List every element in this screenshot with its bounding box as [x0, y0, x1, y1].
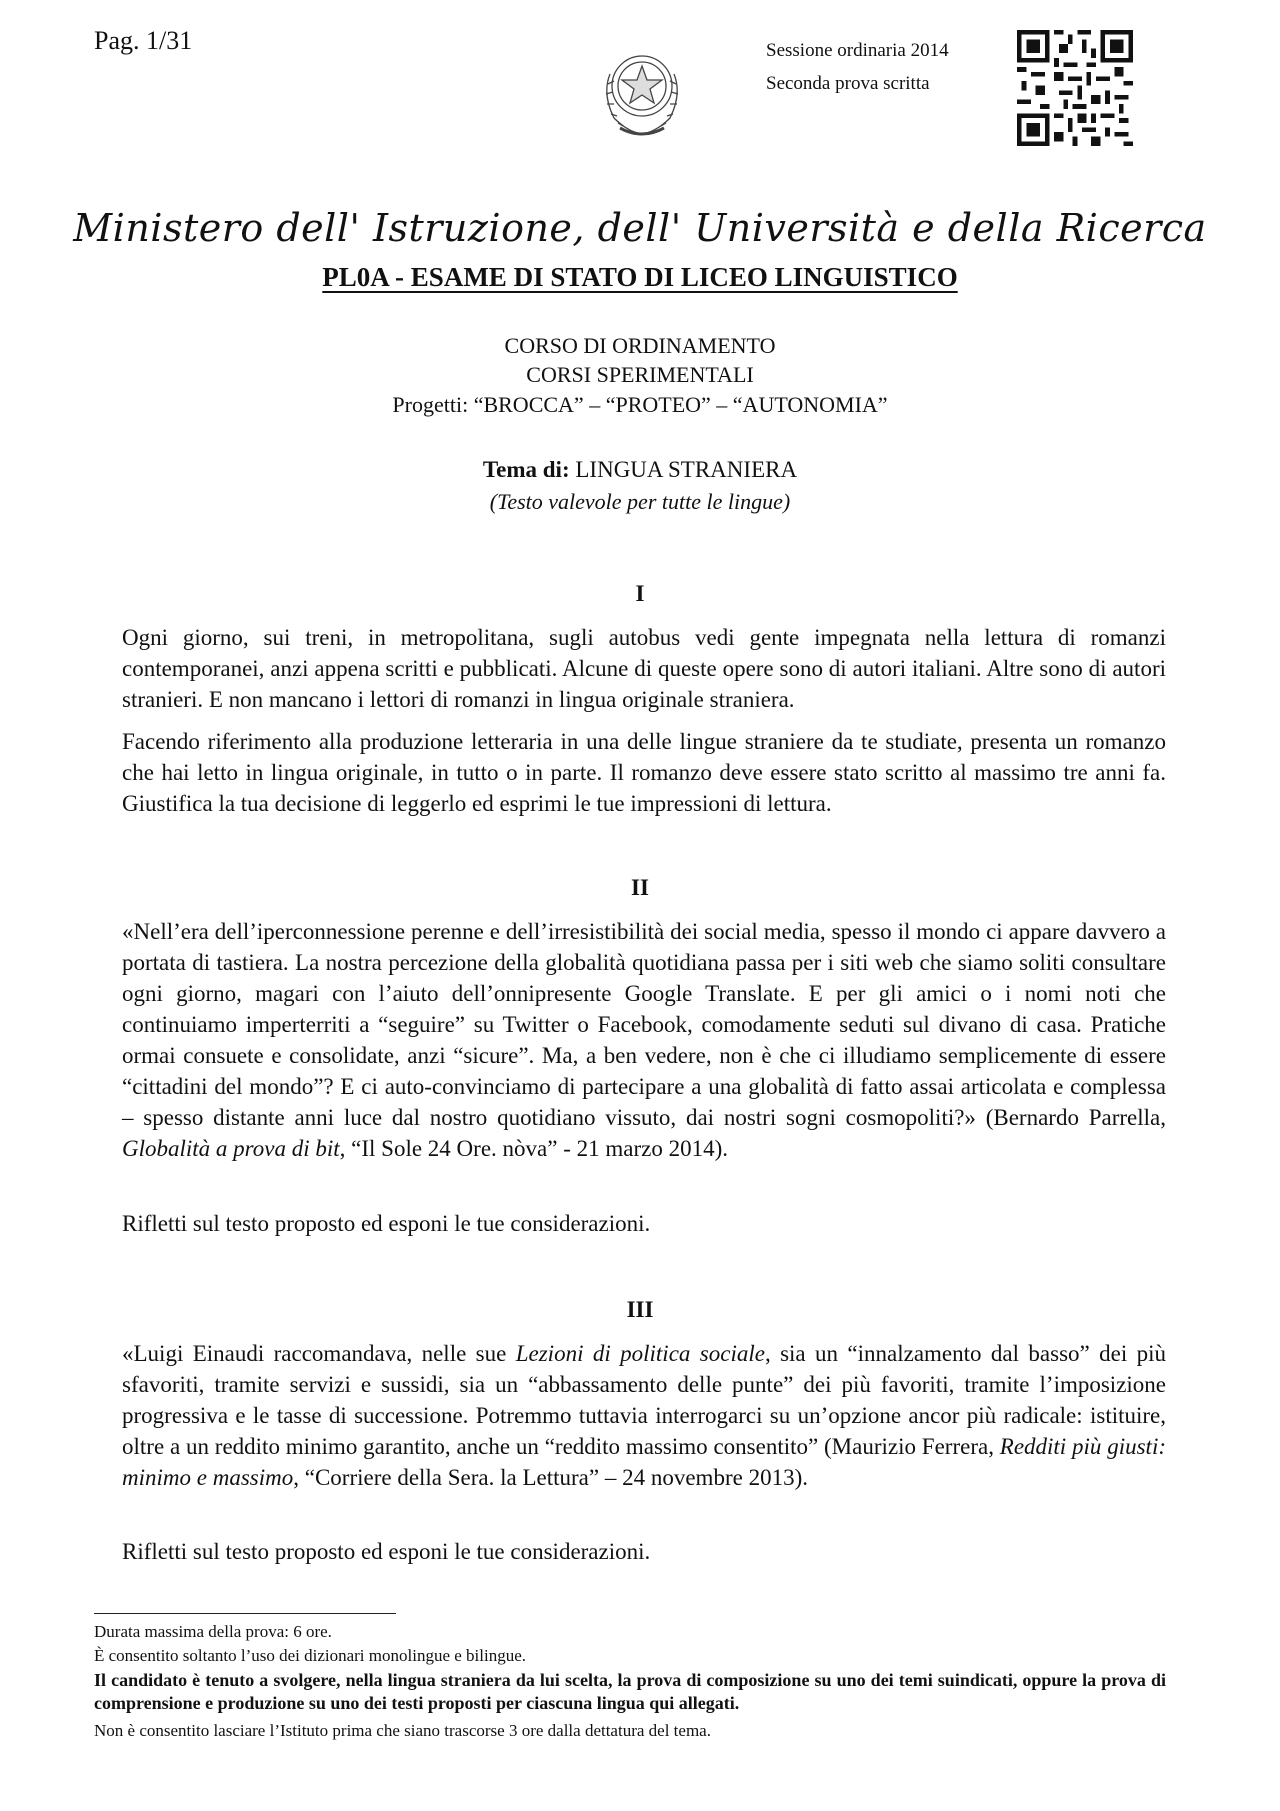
section-number-2: II — [631, 875, 649, 900]
tema-value: LINGUA STRANIERA — [569, 457, 798, 482]
section-2-source: , “Il Sole 24 Ore. nòva” - 21 marzo 2014). — [339, 1136, 728, 1161]
session-label: Sessione ordinaria 2014 — [766, 40, 949, 61]
section-3-work-title-1: Lezioni di politica sociale — [515, 1341, 765, 1366]
course-line-3: Progetti: “BROCCA” – “PROTEO” – “AUTONOMIA” — [392, 392, 888, 417]
tema-line — [0, 457, 1280, 483]
course-line-1: CORSO DI ORDINAMENTO — [504, 333, 776, 358]
footer-uscita: Non è consentito lasciare l’Istituto prima che siano trascorse 3 ore dalla dettatura del tema. — [94, 1721, 711, 1740]
section-3-work-title-2: Redditi più giusti: minimo e massimo — [122, 1434, 1166, 1490]
tema-label: Tema di: — [482, 457, 570, 482]
section-number-3: III — [626, 1297, 654, 1322]
footer-candidato: Il candidato è tenuto a svolgere, nella lingua straniera da lui scelta, la prova di composizione su uno dei temi suindicati, oppure la prova di comprensione e produzione su uno dei testi proposti per ciascuna lingua qui allegati. — [94, 1670, 1166, 1713]
page-number: Pag. 1/31 — [94, 26, 193, 55]
section-3-quote — [122, 1338, 1166, 1493]
section-2-prompt: Rifletti sul testo proposto ed esponi le tue considerazioni. — [122, 1211, 651, 1236]
section-3-prompt: Rifletti sul testo proposto ed esponi le tue considerazioni. — [122, 1539, 651, 1564]
section-3-quote-part-a: «Luigi Einaudi raccomandava, nelle sue — [122, 1341, 516, 1366]
course-line-2: CORSI SPERIMENTALI — [526, 362, 754, 387]
session-info — [766, 34, 949, 100]
qr-code-icon — [1017, 30, 1133, 146]
italian-republic-emblem-icon — [594, 34, 690, 142]
section-2-quote-text: «Nell’era dell’iperconnessione perenne e dell’irresistibilità dei social media, spesso il mondo ci appare davvero a portata di tastiera. La nostra percezione della globalità quotidiana passa per i siti web che siamo soliti consultare ogni giorno, magari con l’aiuto dell’onnipresente Google Translate. E per gli amici o i nomi noti che continuiamo imperterriti a “seguire” su Twitter o Facebook, comodamente seduti sul divano di casa. Pratiche ormai consuete e consolidate, anzi “sicure”. Ma, a ben vedere, non è che ci illudiamo semplicemente di essere “cittadini del mondo”? E ci auto-convinciamo di partecipare a una globalità di fatto assai articolata e complessa – spesso distante anni luce dal nostro quotidiano vissuto, dai nostri sogni cosmopoliti?» (Bernardo Parrella, — [122, 919, 1166, 1130]
section-2-work-title: Globalità a prova di bit — [122, 1136, 340, 1161]
section-2-quote — [122, 916, 1166, 1164]
section-1-paragraph-2: Facendo riferimento alla produzione letteraria in una delle lingue straniere da te studiate, presenta un romanzo che hai letto in lingua originale, in tutto o in parte. Il romanzo deve essere stato scritto al massimo tre anni fa. Giustifica la tua decisione di leggerlo ed esprimi le tue impressioni di lettura. — [122, 729, 1166, 816]
section-3-quote-part-c: , “Corriere della Sera. la Lettura” – 24 novembre 2013). — [293, 1465, 808, 1490]
footer-dizionari: È consentito soltanto l’uso dei dizionari monolingue e bilingue. — [94, 1646, 527, 1665]
exam-title: PL0A - ESAME DI STATO DI LICEO LINGUISTICO — [322, 262, 958, 292]
section-number-1: I — [635, 581, 645, 606]
footer-durata: Durata massima della prova: 6 ore. — [94, 1622, 332, 1641]
ministry-heading: Ministero dell' Istruzione, dell' Università e della Ricerca — [73, 206, 1207, 250]
tema-note: (Testo valevole per tutte le lingue) — [489, 489, 791, 514]
prova-label: Seconda prova scritta — [766, 73, 930, 94]
section-3-quote-part-b: , sia un “innalzamento dal basso” dei più sfavoriti, tramite servizi e sussidi, sia un “abbassamento delle punte” dei più favoriti, tramite l’imposizione progressiva e le tasse di successione. Potremmo tuttavia interrogarci su un’opzione ancor più radicale: istituire, oltre a un reddito minimo garantito, anche un “reddito massimo consentito” (Maurizio Ferrera, — [122, 1341, 1166, 1459]
section-1-paragraph-1: Ogni giorno, sui treni, in metropolitana, sugli autobus vedi gente impegnata nella lettura di romanzi contemporanei, anzi appena scritti e pubblicati. Alcune di queste opere sono di autori italiani. Altre sono di autori stranieri. E non mancano i lettori di romanzi in lingua originale straniera. — [122, 625, 1166, 712]
footer-divider — [94, 1613, 396, 1614]
